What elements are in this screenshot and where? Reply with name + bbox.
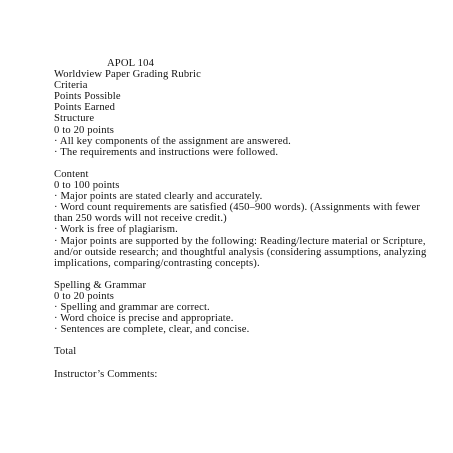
content-criterion-3: · Work is free of plagiarism. — [54, 224, 178, 236]
instructor-comments-label: Instructor’s Comments: — [54, 368, 158, 380]
course-code: APOL 104 — [107, 58, 155, 69]
structure-criterion-2: · The requirements and instructions were followed. — [54, 146, 279, 158]
content-criterion-1: · Major points are stated clearly and accurately. — [54, 191, 263, 203]
section-structure-title: Structure — [54, 113, 95, 125]
document-title: Worldview Paper Grading Rubric — [54, 69, 201, 81]
spelling-criterion-2: · Word choice is precise and appropriate. — [54, 313, 234, 325]
spacer — [54, 358, 434, 369]
total-label: Total — [54, 346, 77, 358]
header-criteria: Criteria — [54, 80, 88, 92]
header-points-earned: Points Earned — [54, 102, 116, 114]
spacer — [54, 335, 434, 346]
spacer — [54, 269, 434, 280]
header-points-possible: Points Possible — [54, 91, 121, 103]
spelling-criterion-1: · Spelling and grammar are correct. — [54, 302, 210, 314]
content-criterion-2: · Word count requirements are satisfied (450–900 words). (Assignments with fewer than 250 words will not receive credit.) — [54, 202, 421, 225]
structure-criterion-1: · All key components of the assignment are answered. — [54, 135, 291, 147]
content-criterion-4: · Major points are supported by the following: Reading/lecture material or Scripture, and/or outside research; and thoughtful analysis (considering assumptions, analyzing implications, comparing/contrasting concepts). — [54, 235, 427, 269]
section-spelling-points: 0 to 20 points — [54, 290, 115, 302]
spacer — [54, 158, 434, 169]
section-content-title: Content — [54, 168, 89, 180]
rubric-document — [54, 58, 434, 380]
section-structure-points: 0 to 20 points — [54, 124, 115, 136]
section-spelling-title: Spelling & Grammar — [54, 279, 147, 291]
section-content-points: 0 to 100 points — [54, 180, 120, 192]
spelling-criterion-3: · Sentences are complete, clear, and concise. — [54, 324, 250, 336]
